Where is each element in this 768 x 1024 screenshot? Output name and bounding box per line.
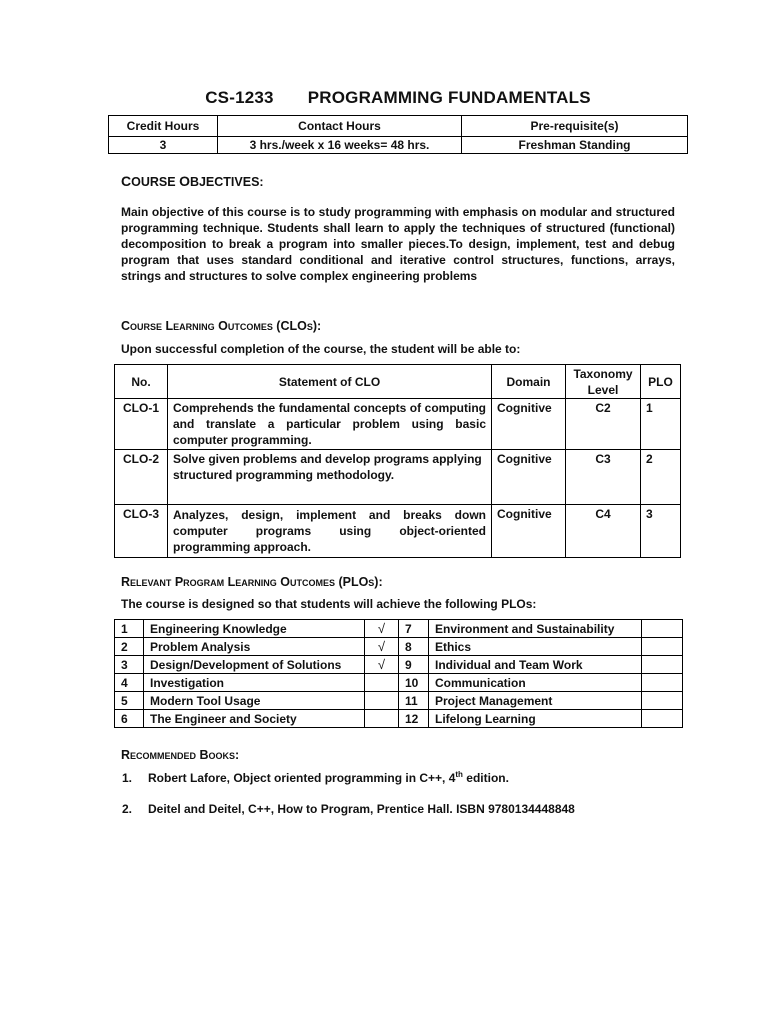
list-item: 1. Robert Lafore, Object oriented programming in C++, 4th edition. [122, 770, 509, 785]
clo-intro: Upon successful completion of the course, the student will be able to: [121, 342, 521, 356]
credit-hours-value: 3 [109, 137, 218, 154]
course-name: PROGRAMMING FUNDAMENTALS [307, 88, 591, 107]
clo-statement-header: Statement of CLO [168, 365, 492, 399]
clo-domain-header: Domain [492, 365, 566, 399]
clo-domain: Cognitive [492, 399, 566, 450]
clo-domain: Cognitive [492, 450, 566, 505]
course-objectives-text: Main objective of this course is to study programming with emphasis on modular and structured programming technique. Students shall learn to apply the techniques of structured (functional) decomposition to break a program into smaller pieces.To design, implement, test and debug program that uses standard conditional and iterative control structures, functions, arrays, strings and structures to solve complex engineering problems [121, 205, 675, 283]
clo-no-header: No. [115, 365, 168, 399]
plo-number: 7 [399, 620, 429, 638]
clo-level: C2 [566, 399, 641, 450]
clo-no: CLO-3 [115, 505, 168, 558]
plo-number: 4 [115, 674, 144, 692]
course-code: CS-1233 [205, 88, 274, 107]
clo-plo: 3 [641, 505, 681, 558]
plo-label: Investigation [144, 674, 365, 692]
plo-check-cell [365, 692, 399, 710]
plo-check-cell [642, 620, 683, 638]
plo-label: Engineering Knowledge [144, 620, 365, 638]
plo-label: Communication [429, 674, 642, 692]
clo-table [114, 364, 681, 558]
plo-table [114, 619, 683, 728]
plo-label: Individual and Team Work [429, 656, 642, 674]
plo-intro: The course is designed so that students will achieve the following PLOs: [121, 597, 537, 611]
table-row [115, 692, 683, 710]
plo-label: Ethics [429, 638, 642, 656]
clo-statement: Solve given problems and develop programs applying structured programming methodology. [168, 450, 492, 505]
clo-level: C3 [566, 450, 641, 505]
plo-check-cell [642, 710, 683, 728]
clo-statement: Analyzes, design, implement and breaks down computer programs using object-oriented programming approach. [168, 505, 492, 558]
plo-number: 8 [399, 638, 429, 656]
plo-number: 12 [399, 710, 429, 728]
clo-heading: Course Learning Outcomes (CLOs): [121, 319, 322, 333]
clo-taxonomy-header: Taxonomy Level [566, 365, 641, 399]
plo-number: 9 [399, 656, 429, 674]
contact-hours-header: Contact Hours [218, 116, 462, 137]
clo-domain: Cognitive [492, 505, 566, 558]
list-item: 2. Deitel and Deitel, C++, How to Program, Prentice Hall. ISBN 9780134448848 [122, 802, 575, 816]
table-row [115, 450, 681, 505]
clo-plo: 1 [641, 399, 681, 450]
credit-hours-table [108, 115, 688, 154]
check-icon: √ [365, 620, 399, 638]
plo-label: Modern Tool Usage [144, 692, 365, 710]
prerequisite-header: Pre-requisite(s) [462, 116, 688, 137]
plo-heading: Relevant Program Learning Outcomes (PLOs): [121, 575, 383, 589]
plo-label: Lifelong Learning [429, 710, 642, 728]
plo-label: Project Management [429, 692, 642, 710]
clo-no: CLO-2 [115, 450, 168, 505]
check-icon: √ [365, 638, 399, 656]
plo-number: 11 [399, 692, 429, 710]
plo-check-cell [365, 710, 399, 728]
plo-check-cell [642, 674, 683, 692]
plo-label: The Engineer and Society [144, 710, 365, 728]
table-row [115, 399, 681, 450]
plo-number: 5 [115, 692, 144, 710]
clo-statement: Comprehends the fundamental concepts of computing and translate a particular problem using basic computer programming. [168, 399, 492, 450]
prerequisite-value: Freshman Standing [462, 137, 688, 154]
plo-check-cell [642, 638, 683, 656]
plo-label: Environment and Sustainability [429, 620, 642, 638]
course-title [0, 88, 768, 108]
clo-no: CLO-1 [115, 399, 168, 450]
plo-number: 10 [399, 674, 429, 692]
clo-plo-header: PLO [641, 365, 681, 399]
books-heading: Recommended Books: [121, 748, 240, 762]
contact-hours-value: 3 hrs./week x 16 weeks= 48 hrs. [218, 137, 462, 154]
plo-check-cell [365, 674, 399, 692]
table-row [115, 638, 683, 656]
table-row [115, 505, 681, 558]
plo-number: 2 [115, 638, 144, 656]
table-row [115, 674, 683, 692]
plo-check-cell [642, 692, 683, 710]
table-row [115, 620, 683, 638]
plo-number: 3 [115, 656, 144, 674]
plo-label: Problem Analysis [144, 638, 365, 656]
plo-check-cell [642, 656, 683, 674]
plo-number: 6 [115, 710, 144, 728]
check-icon: √ [365, 656, 399, 674]
course-objectives-heading: COURSE OBJECTIVES: [121, 173, 264, 189]
plo-number: 1 [115, 620, 144, 638]
table-row [115, 710, 683, 728]
credit-hours-header: Credit Hours [109, 116, 218, 137]
table-row [115, 656, 683, 674]
clo-level: C4 [566, 505, 641, 558]
clo-plo: 2 [641, 450, 681, 505]
plo-label: Design/Development of Solutions [144, 656, 365, 674]
